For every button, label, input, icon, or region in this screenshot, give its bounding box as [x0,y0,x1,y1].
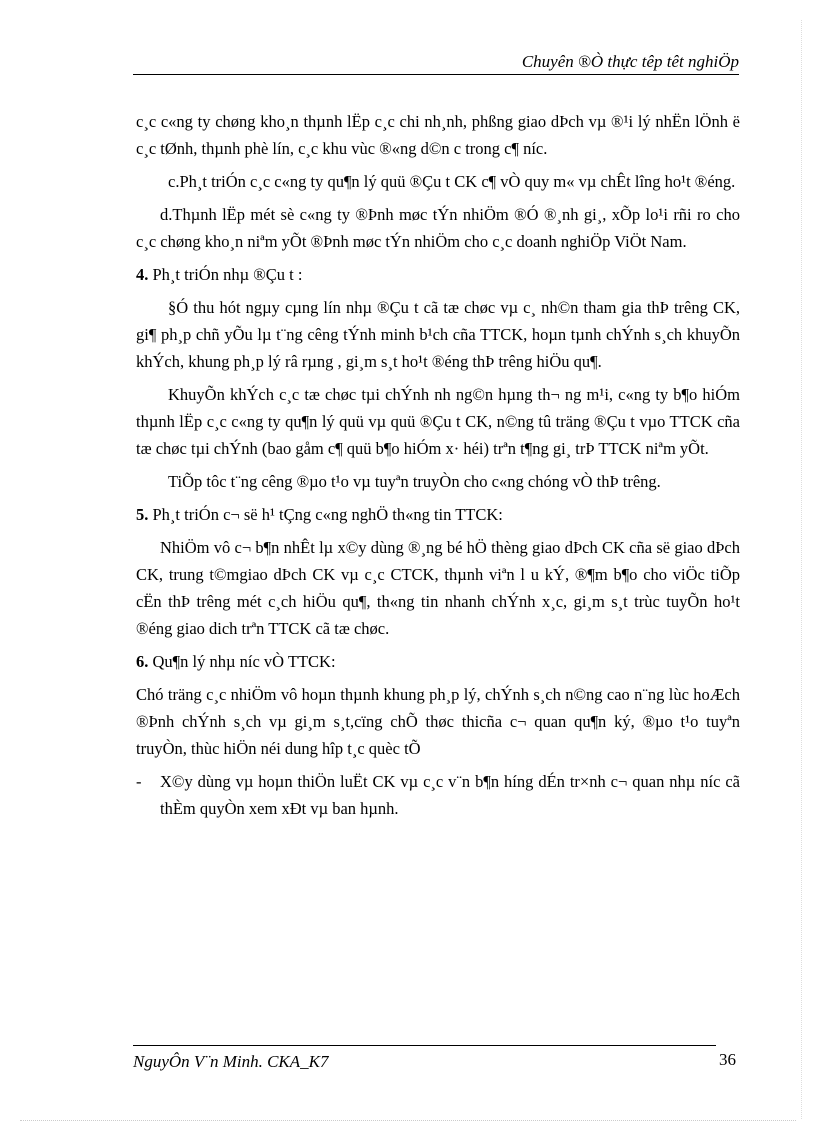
section-title-6: Qu¶n lý nhµ níc vÒ TTCK: [148,652,336,671]
paragraph-1: c¸c c«ng ty chøng kho¸n thµnh lËp c¸c chi nh¸nh, phßng giao dÞch vµ ®¹i lý nhËn lÖnh ë c¸c tØnh, thµnh phè lín, c¸c khu vùc ®«ng d©n c trong c¶ níc. [136,112,740,158]
paragraph-6: TiÕp tôc t¨ng cêng ®µo t¹o vµ tuyªn truyÒn cho c«ng chóng vÒ thÞ trêng. [168,472,661,491]
page-number: 36 [719,1050,736,1069]
section-number-6: 6. [136,652,149,671]
paragraph-3: d.Thµnh lËp mét sè c«ng ty ®Þnh møc tÝn nhiÖm ®Ó ®¸nh gi¸, xÕp lo¹i rñi ro cho c¸c chøng kho¸n niªm yÕt ®Þnh møc tÝn nhiÖm cho c¸c doanh nghiÖp ViÖt Nam. [136,205,740,251]
bullet-dash: - [136,772,142,791]
section-number-5: 5. [136,505,149,524]
page-header: Chuyên ®Ò thực têp têt nghiÖp [521,52,739,71]
body-text [136,108,740,828]
bullet-item [136,768,740,822]
page-border-bottom [20,1120,796,1121]
section-heading-5 [136,501,740,528]
paragraph-4: §Ó thu hót ngµy cµng lín nhµ ®Çu t cã tæ chøc vµ c¸ nh©n tham gia thÞ trêng CK, gi¶ ph¸p chñ yÕu lµ t¨ng cêng tÝnh minh b¹ch cña TTCK, hoµn tµnh chÝnh s¸ch khuyÕn khÝch, khung ph¸p lý râ rµng , gi¸m s¸t ho¹t ®éng thÞ trêng hiÖu qu¶. [136,298,740,371]
page-border-right [801,20,802,1119]
paragraph-2: c.Ph¸t triÓn c¸c c«ng ty qu¶n lý quü ®Çu t CK c¶ vÒ quy m« vµ chÊt lîng ho¹t ®éng. [168,172,736,191]
section-heading-4 [136,261,740,288]
footer-author: NguyÔn V¨n Minh. CKA_K7 [133,1052,329,1071]
section-title-4: Ph¸t triÓn nhµ ®Çu t : [148,265,303,284]
paragraph-5: KhuyÕn khÝch c¸c tæ chøc tµi chÝnh nh ng©n hµng th¬ ng m¹i, c«ng ty b¶o hiÓm thµnh lËp c¸c c«ng ty qu¶n lý quü vµ quü ®Çu t CK, n©ng tû träng ®Çu t vµo TTCK cña tæ chøc tµi chÝnh (bao gåm c¶ quü b¶o hiÓm x· héi) trªn t¶ng gi¸ trÞ TTCK niªm yÕt. [136,385,740,458]
footer-rule [133,1045,716,1046]
section-title-5: Ph¸t triÓn c¬ së h¹ tÇng c«ng nghÖ th«ng tin TTCK: [148,505,503,524]
paragraph-7: NhiÖm vô c¬ b¶n nhÊt lµ x©y dùng ®¸ng bé hÖ thèng giao dÞch CK cña së giao dÞch CK, trung t©mgiao dÞch CK vµ c¸c CTCK, thµnh viªn l u kÝ, ®¶m b¶o cho viÖc tiÕp cËn thÞ trêng mét c¸ch hiÖu qu¶, th«ng tin nhanh chÝnh x¸c, gi¸m s¸t trùc tuyÕn ho¹t ®éng giao dich trªn TTCK cã tæ chøc. [136,538,740,638]
section-heading-6 [136,648,740,675]
header-rule [133,74,739,75]
bullet-text: X©y dùng vµ hoµn thiÖn luËt CK vµ c¸c v¨n b¶n híng dÉn tr×nh c¬ quan nhµ níc cã thÈm quyÒn xem xÐt vµ ban hµnh. [160,772,740,818]
paragraph-8: Chó träng c¸c nhiÖm vô hoµn thµnh khung ph¸p lý, chÝnh s¸ch n©ng cao n¨ng lùc hoÆch ®Þnh chÝnh s¸ch vµ gi¸m s¸t,cïng chÕ thøc thicña c¬ quan qu¶n ký, ®µo t¹o tuyªn truyÒn, thùc hiÖn néi dung hîp t¸c quèc tÕ [136,685,740,758]
section-number-4: 4. [136,265,149,284]
